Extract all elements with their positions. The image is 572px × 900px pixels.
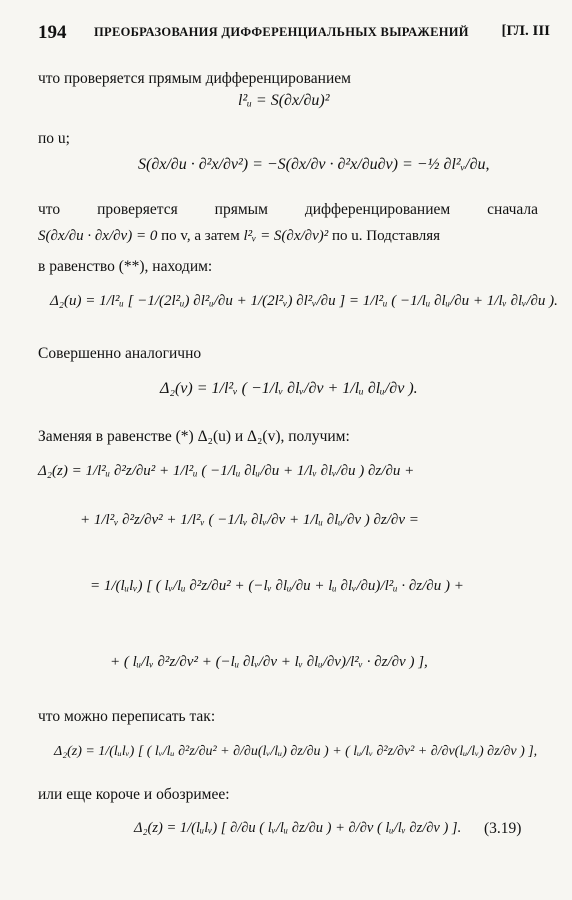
- word: проверяется: [97, 201, 178, 218]
- equation-number: (3.19): [484, 820, 522, 837]
- text-line-with-math: [38, 228, 440, 245]
- running-header: [38, 22, 550, 46]
- word: прямым: [214, 201, 268, 218]
- inline-equation: l²ᵥ = S(∂x/∂v)²: [243, 228, 329, 244]
- equation-eq2: S(∂x/∂u · ∂²x/∂v²) = −S(∂x/∂v · ∂²x/∂u∂v) = −½ ∂l²ᵥ/∂u,: [138, 156, 490, 173]
- text-line: в равенство (**), находим:: [38, 258, 213, 275]
- text-line: Совершенно аналогично: [38, 345, 202, 362]
- equation-eq6-line1: Δ₂(z) = 1/l²ᵤ ∂²z/∂u² + 1/l²ᵤ ( −1/lᵤ ∂lᵤ/∂u + 1/lᵥ ∂lᵥ/∂u ) ∂z/∂u +: [38, 463, 415, 479]
- word: сначала: [487, 201, 538, 218]
- equation-eq7: Δ₂(z) = 1/(lᵤlᵥ) [ ( lᵥ/lᵤ ∂²z/∂u² + ∂/∂u(lᵥ/lᵤ) ∂z/∂u ) + ( lᵤ/lᵥ ∂²z/∂v² + ∂/∂v(lᵤ/lᵥ) ∂z/∂v ) ],: [54, 744, 538, 759]
- word: дифференцированием: [304, 201, 451, 218]
- chapter-label: [ГЛ. III: [501, 23, 550, 39]
- page-number: 194: [38, 22, 67, 43]
- equation-eq4: Δ₂(u) = 1/l²ᵤ [ −1/(2l²ᵤ) ∂l²ᵤ/∂u + 1/(2l²ᵥ) ∂l²ᵥ/∂u ] = 1/l²ᵤ ( −1/lᵤ ∂lᵤ/∂u + 1/lᵥ ∂lᵥ/∂u ).: [50, 293, 558, 309]
- running-title: ПРЕОБРАЗОВАНИЯ ДИФФЕРЕНЦИАЛЬНЫХ ВЫРАЖЕНИЙ: [94, 25, 469, 39]
- equation-eq1: l²ᵤ = S(∂x/∂u)²: [238, 92, 330, 109]
- inline-text: по v, а затем: [161, 228, 240, 244]
- equation-eq5: Δ₂(v) = 1/l²ᵥ ( −1/lᵥ ∂lᵥ/∂v + 1/lᵤ ∂lᵤ/∂v ).: [160, 380, 418, 397]
- text-line: по u;: [38, 130, 70, 147]
- equation-eq8: Δ₂(z) = 1/(lᵤlᵥ) [ ∂/∂u ( lᵥ/lᵤ ∂z/∂u ) + ∂/∂v ( lᵤ/lᵥ ∂z/∂v ) ].: [134, 820, 462, 836]
- text-line-justified: [38, 201, 538, 219]
- text-line: что проверяется прямым дифференцированием: [38, 70, 351, 87]
- inline-equation: S(∂x/∂u · ∂x/∂v) = 0: [38, 228, 158, 244]
- equation-eq6-line4: + ( lᵤ/lᵥ ∂²z/∂v² + (−lᵤ ∂lᵥ/∂v + lᵥ ∂lᵤ/∂v)/l²ᵥ · ∂z/∂v ) ],: [110, 654, 428, 670]
- word: что: [38, 201, 61, 218]
- equation-eq6-line2: + 1/l²ᵥ ∂²z/∂v² + 1/l²ᵥ ( −1/lᵥ ∂lᵥ/∂v + 1/lᵤ ∂lᵤ/∂v ) ∂z/∂v =: [80, 512, 419, 528]
- inline-text: по u. Подставляя: [331, 228, 441, 244]
- text-line: что можно переписать так:: [38, 708, 216, 725]
- text-line: или еще короче и обозримее:: [38, 786, 230, 803]
- equation-eq6-line3: = 1/(lᵤlᵥ) [ ( lᵥ/lᵤ ∂²z/∂u² + (−lᵥ ∂lᵤ/∂u + lᵤ ∂lᵥ/∂u)/l²ᵤ · ∂z/∂u ) +: [90, 578, 464, 594]
- text-line: Заменяя в равенстве (*) Δ₂(u) и Δ₂(v), получим:: [38, 428, 350, 445]
